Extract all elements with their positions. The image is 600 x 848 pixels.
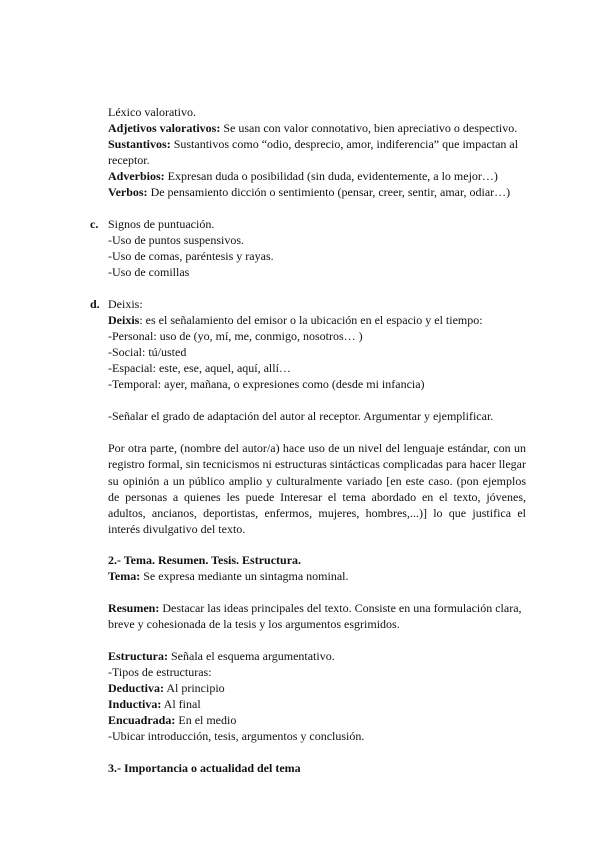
sustantivos-label: Sustantivos: [108, 137, 171, 151]
ubicar-line: -Ubicar introducción, tesis, argumentos y conclusión. [108, 729, 365, 743]
list-marker-d: d. [90, 297, 100, 311]
adjetivos-line [108, 120, 517, 136]
deductiva-text: Al principio [164, 681, 225, 695]
sustantivos-text: Sustantivos como “odio, desprecio, amor, indiferencia” que impactan al [170, 137, 519, 151]
adverbios-label: Adverbios: [108, 169, 165, 183]
adjetivos-text: Se usan con valor connotativo, bien apreciativo o despectivo. [220, 121, 518, 135]
deixis-text: : es el señalamiento del emisor o la ubicación en el espacio y el tiempo: [139, 313, 483, 327]
encuadrada-text: En el medio [175, 713, 237, 727]
tipos-line: -Tipos de estructuras: [108, 665, 212, 679]
adaptacion-line: -Señalar el grado de adaptación del autor al receptor. Argumentar y ejemplificar. [108, 409, 494, 423]
estructura-label: Estructura: [108, 649, 168, 663]
deixis-definition [108, 312, 483, 328]
list-item: -Uso de comillas [108, 265, 190, 279]
list-item: -Uso de puntos suspensivos. [108, 233, 245, 247]
adverbios-line [108, 168, 498, 184]
resumen-label: Resumen: [108, 601, 160, 615]
sustantivos-text-cont: receptor. [108, 153, 150, 167]
encuadrada-line [108, 712, 236, 728]
nivel-lenguaje-paragraph: Por otra parte, (nombre del autor/a) hace uso de un nivel del lenguaje estándar, con un registro formal, sin tecnicismos ni estructuras sintácticas complicadas para hacer llegar su opinión a un público amplio y culturalmente variado [en este caso. (pon ejemplos de personas a quienes les puede Interesar el tema abordado en el texto, jóvenes, adultos, ancianos, deportistas, enfermos, mujeres, hombres,...)] lo que justifica el interés divulgativo del texto. [108, 441, 526, 537]
estructura-text: Señala el esquema argumentativo. [168, 649, 335, 663]
resumen-line [108, 600, 522, 616]
section-3-heading: 3.- Importancia o actualidad del tema [108, 761, 301, 775]
sustantivos-line [108, 136, 518, 152]
estructura-line [108, 648, 335, 664]
deductiva-label: Deductiva: [108, 681, 164, 695]
inductiva-text: Al final [161, 697, 201, 711]
adjetivos-label: Adjetivos valorativos: [108, 121, 221, 135]
encuadrada-label: Encuadrada: [108, 713, 176, 727]
verbos-line [108, 184, 510, 200]
deixis-heading: Deixis: [108, 297, 143, 311]
list-item: -Social: tú/usted [108, 345, 187, 359]
deixis-label: Deixis [108, 313, 140, 327]
tema-line [108, 568, 349, 584]
lexico-heading: Léxico valorativo. [108, 105, 196, 119]
inductiva-label: Inductiva: [108, 697, 162, 711]
resumen-text-cont: breve y cohesionada de la tesis y los argumentos esgrimidos. [108, 617, 400, 631]
list-item: -Espacial: este, ese, aquel, aquí, allí… [108, 361, 291, 375]
verbos-text: De pensamiento dicción o sentimiento (pensar, creer, sentir, amar, odiar…) [147, 185, 511, 199]
tema-text: Se expresa mediante un sintagma nominal. [140, 569, 349, 583]
puntuacion-heading: Signos de puntuación. [108, 217, 215, 231]
resumen-text: Destacar las ideas principales del texto. Consiste en una formulación clara, [159, 601, 522, 615]
inductiva-line [108, 696, 201, 712]
adverbios-text: Expresan duda o posibilidad (sin duda, evidentemente, a lo mejor…) [164, 169, 498, 183]
deductiva-line [108, 680, 225, 696]
list-marker-c: c. [90, 217, 99, 231]
list-item: -Uso de comas, paréntesis y rayas. [108, 249, 274, 263]
list-item: -Temporal: ayer, mañana, o expresiones como (desde mi infancia) [108, 377, 425, 391]
section-2-heading: 2.- Tema. Resumen. Tesis. Estructura. [108, 553, 302, 567]
verbos-label: Verbos: [108, 185, 148, 199]
list-item: -Personal: uso de (yo, mí, me, conmigo, nosotros… ) [108, 329, 363, 343]
tema-label: Tema: [108, 569, 141, 583]
